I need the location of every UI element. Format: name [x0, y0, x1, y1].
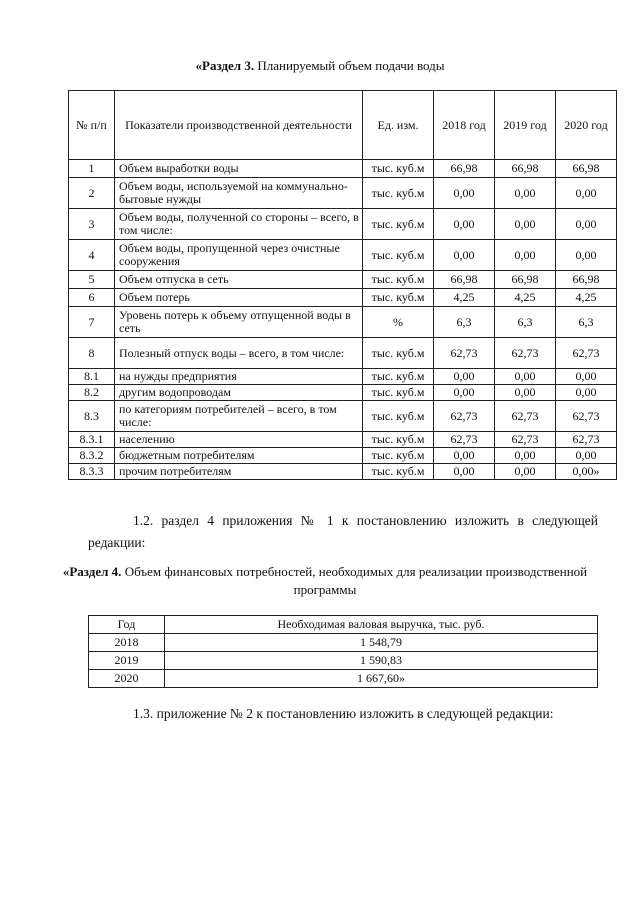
row-value-2020: 4,25: [556, 289, 617, 307]
row-value-2019: 0,00: [495, 178, 556, 209]
row-unit: тыс. куб.м: [363, 369, 434, 385]
section4-title-bold: «Раздел 4.: [62, 564, 122, 579]
table-row: [89, 670, 598, 688]
row-unit: тыс. куб.м: [363, 289, 434, 307]
row-value-2020: 0,00: [556, 209, 617, 240]
table-row: [69, 209, 617, 240]
paragraph-1-3: [88, 703, 598, 725]
table-row: [69, 240, 617, 271]
row-num: 2: [69, 178, 115, 209]
row-value-2019: 6,3: [495, 307, 556, 338]
header-unit: Ед. изм.: [363, 91, 434, 160]
table-row: [89, 634, 598, 652]
row-num: 8.3: [69, 401, 115, 432]
row-num: 8.3.1: [69, 432, 115, 448]
section3-title-text: Планируемый объем подачи воды: [257, 58, 445, 73]
row-indicator: бюджетным потребителям: [115, 448, 363, 464]
table-row: [69, 307, 617, 338]
table-row: [69, 338, 617, 369]
row-num: 5: [69, 271, 115, 289]
row-value-2019: 66,98: [495, 160, 556, 178]
row-num: 6: [69, 289, 115, 307]
header-2019: 2019 год: [495, 91, 556, 160]
row-revenue: 1 548,79: [165, 634, 598, 652]
header-revenue: Необходимая валовая выручка, тыс. руб.: [165, 616, 598, 634]
row-num: 8: [69, 338, 115, 369]
row-unit: тыс. куб.м: [363, 385, 434, 401]
row-value-2020: 0,00: [556, 240, 617, 271]
row-value-2018: 4,25: [434, 289, 495, 307]
row-unit: тыс. куб.м: [363, 401, 434, 432]
header-2020: 2020 год: [556, 91, 617, 160]
row-unit: тыс. куб.м: [363, 178, 434, 209]
row-indicator: по категориям потребителей – всего, в том числе:: [115, 401, 363, 432]
row-value-2018: 6,3: [434, 307, 495, 338]
row-value-2018: 62,73: [434, 432, 495, 448]
row-value-2020: 0,00: [556, 178, 617, 209]
row-value-2019: 4,25: [495, 289, 556, 307]
row-value-2018: 0,00: [434, 385, 495, 401]
row-value-2020: 0,00: [556, 385, 617, 401]
table-row: [69, 401, 617, 432]
paragraph-1-2-text: 1.2. раздел 4 приложения № 1 к постановлению изложить в следующей редакции:: [88, 513, 598, 550]
row-num: 4: [69, 240, 115, 271]
table-row: [69, 289, 617, 307]
row-value-2019: 0,00: [495, 369, 556, 385]
row-num: 8.3.2: [69, 448, 115, 464]
row-indicator: на нужды предприятия: [115, 369, 363, 385]
row-unit: тыс. куб.м: [363, 448, 434, 464]
row-unit: тыс. куб.м: [363, 160, 434, 178]
row-value-2019: 66,98: [495, 271, 556, 289]
row-unit: тыс. куб.м: [363, 432, 434, 448]
row-value-2019: 0,00: [495, 464, 556, 480]
table-row: [69, 385, 617, 401]
row-unit: тыс. куб.м: [363, 271, 434, 289]
section4-title: [60, 563, 590, 599]
table-row: [69, 271, 617, 289]
row-indicator: Полезный отпуск воды – всего, в том числе:: [115, 338, 363, 369]
row-indicator: Объем воды, пропущенной через очистные сооружения: [115, 240, 363, 271]
row-indicator: населению: [115, 432, 363, 448]
row-value-2020: 62,73: [556, 338, 617, 369]
table-row: [69, 178, 617, 209]
row-num: 8.2: [69, 385, 115, 401]
row-value-2019: 62,73: [495, 401, 556, 432]
row-value-2018: 0,00: [434, 464, 495, 480]
row-num: 8.3.3: [69, 464, 115, 480]
row-indicator: Объем потерь: [115, 289, 363, 307]
row-value-2020: 62,73: [556, 401, 617, 432]
row-indicator: другим водопроводам: [115, 385, 363, 401]
row-unit: тыс. куб.м: [363, 338, 434, 369]
row-num: 7: [69, 307, 115, 338]
table-header-row: [69, 91, 617, 160]
row-value-2018: 62,73: [434, 338, 495, 369]
row-value-2018: 66,98: [434, 271, 495, 289]
row-indicator: прочим потребителям: [115, 464, 363, 480]
row-value-2018: 0,00: [434, 240, 495, 271]
row-value-2018: 62,73: [434, 401, 495, 432]
row-year: 2018: [89, 634, 165, 652]
row-unit: тыс. куб.м: [363, 209, 434, 240]
row-value-2020: 0,00»: [556, 464, 617, 480]
row-value-2020: 6,3: [556, 307, 617, 338]
table-row: [69, 432, 617, 448]
row-value-2019: 0,00: [495, 209, 556, 240]
table-row: [69, 448, 617, 464]
revenue-table: [88, 615, 598, 688]
row-value-2018: 66,98: [434, 160, 495, 178]
row-value-2020: 0,00: [556, 369, 617, 385]
row-value-2020: 66,98: [556, 271, 617, 289]
row-value-2018: 0,00: [434, 369, 495, 385]
header-2018: 2018 год: [434, 91, 495, 160]
row-indicator: Объем воды, полученной со стороны – всего, в том числе:: [115, 209, 363, 240]
row-indicator: Объем выработки воды: [115, 160, 363, 178]
row-value-2020: 0,00: [556, 448, 617, 464]
row-indicator: Объем отпуска в сеть: [115, 271, 363, 289]
table-row: [69, 160, 617, 178]
row-unit: тыс. куб.м: [363, 240, 434, 271]
row-value-2019: 0,00: [495, 385, 556, 401]
row-value-2019: 62,73: [495, 432, 556, 448]
row-value-2019: 0,00: [495, 448, 556, 464]
row-value-2020: 62,73: [556, 432, 617, 448]
row-value-2018: 0,00: [434, 209, 495, 240]
section4-title-text: Объем финансовых потребностей, необходимых для реализации производственной программы: [124, 564, 588, 597]
table-row: [69, 464, 617, 480]
table-row: [89, 652, 598, 670]
row-revenue: 1 667,60»: [165, 670, 598, 688]
header-indicator: Показатели производственной деятельности: [115, 91, 363, 160]
row-num: 1: [69, 160, 115, 178]
row-year: 2019: [89, 652, 165, 670]
table-header-row: [89, 616, 598, 634]
row-num: 8.1: [69, 369, 115, 385]
row-revenue: 1 590,83: [165, 652, 598, 670]
row-year: 2020: [89, 670, 165, 688]
row-indicator: Уровень потерь к объему отпущенной воды в сеть: [115, 307, 363, 338]
paragraph-1-2: [88, 510, 598, 554]
row-unit: %: [363, 307, 434, 338]
header-year: Год: [89, 616, 165, 634]
header-num: № п/п: [69, 91, 115, 160]
row-unit: тыс. куб.м: [363, 464, 434, 480]
row-value-2020: 66,98: [556, 160, 617, 178]
water-supply-table: [68, 90, 617, 480]
section3-title: [0, 58, 640, 74]
table-row: [69, 369, 617, 385]
row-num: 3: [69, 209, 115, 240]
row-value-2019: 0,00: [495, 240, 556, 271]
row-value-2018: 0,00: [434, 448, 495, 464]
row-value-2018: 0,00: [434, 178, 495, 209]
section3-title-bold: «Раздел 3.: [195, 58, 255, 73]
paragraph-1-3-text: 1.3. приложение № 2 к постановлению изложить в следующей редакции:: [133, 706, 554, 721]
row-indicator: Объем воды, используемой на коммунально-бытовые нужды: [115, 178, 363, 209]
row-value-2019: 62,73: [495, 338, 556, 369]
